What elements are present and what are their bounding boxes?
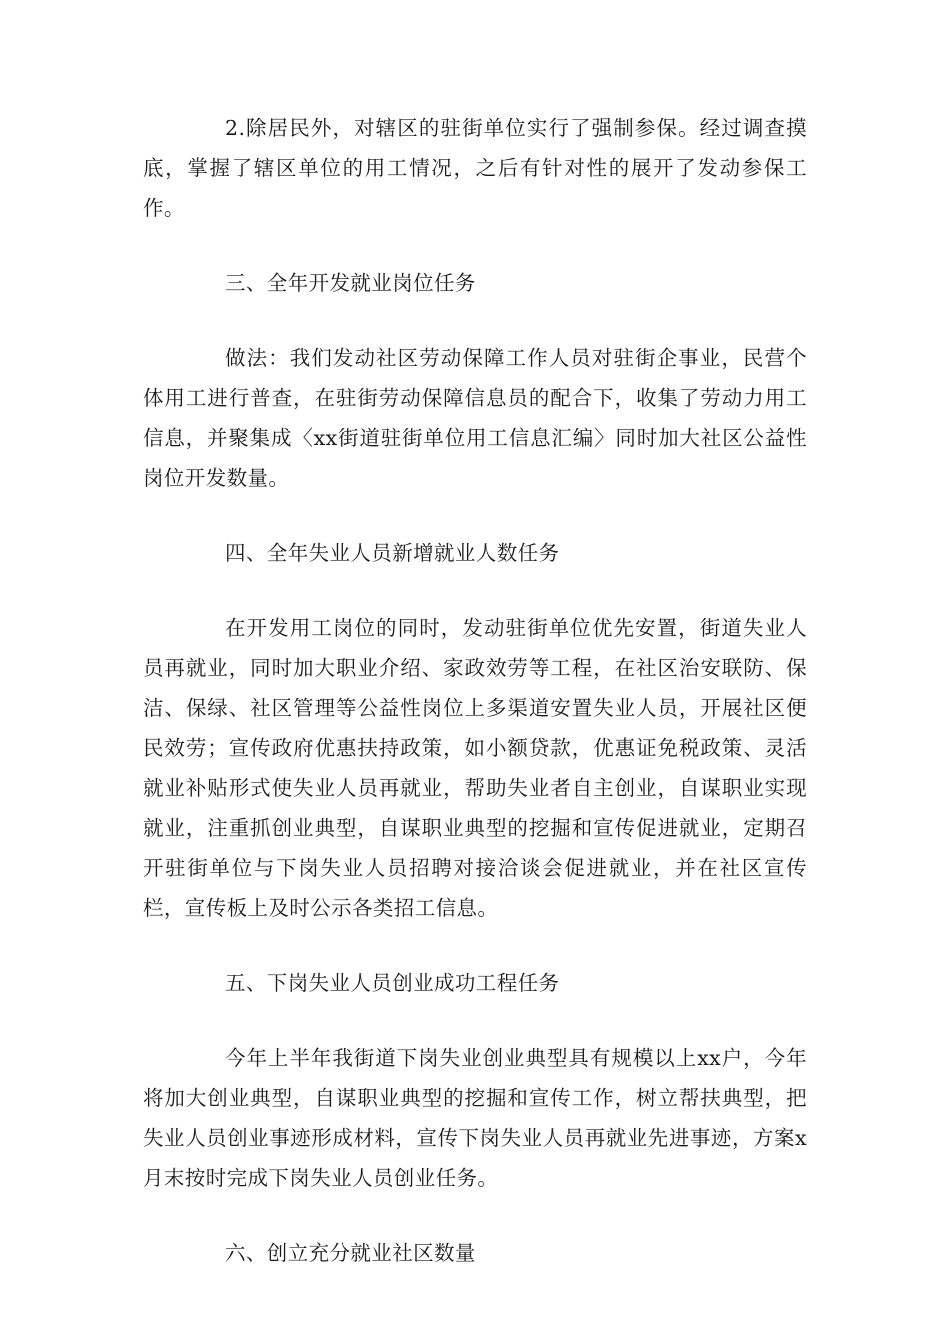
document-body <box>143 108 807 1308</box>
section-heading-5: 五、下岗失业人员创业成功工程任务 <box>225 971 560 995</box>
paragraph-reemployment: 在开发用工岗位的同时，发动驻街单位优先安置，街道失业人员再就业，同时加大职业介绍、家政效劳等工程，在社区治安联防、保洁、保绿、社区管理等公益性岗位上多渠道安置失业人员，开展社区便民效劳；宣传政府优惠扶持政策，如小额贷款，优惠证免税政策、灵活就业补贴形式使失业人员再就业，帮助失业者自主创业，自谋职业实现就业，注重抓创业典型，自谋职业典型的挖掘和宣传促进就业，定期召开驻街单位与下岗失业人员招聘对接洽谈会促进就业，并在社区宣传栏，宣传板上及时公示各类招工信息。 <box>143 616 807 920</box>
section-heading-3: 三、全年开发就业岗位任务 <box>225 271 476 295</box>
section-heading-6: 六、创立充分就业社区数量 <box>225 1241 476 1265</box>
paragraph-entrepreneurship: 今年上半年我街道下岗失业创业典型具有规模以上xx户，今年将加大创业典型，自谋职业典型的挖掘和宣传工作，树立帮扶典型，把失业人员创业事迹形成材料，宣传下岗失业人员再就业先进事迹，方案x月末按时完成下岗失业人员创业任务。 <box>143 1046 807 1190</box>
paragraph-insurance-enforcement: 2.除居民外，对辖区的驻街单位实行了强制参保。经过调查摸底，掌握了辖区单位的用工情况，之后有针对性的展开了发动参保工作。 <box>143 116 807 220</box>
paragraph-job-development: 做法：我们发动社区劳动保障工作人员对驻街企事业，民营个体用工进行普查，在驻街劳动保障信息员的配合下，收集了劳动力用工信息，并聚集成〈xx街道驻街单位用工信息汇编〉同时加大社区公益性岗位开发数量。 <box>143 346 807 490</box>
section-heading-4: 四、全年失业人员新增就业人数任务 <box>225 541 560 565</box>
